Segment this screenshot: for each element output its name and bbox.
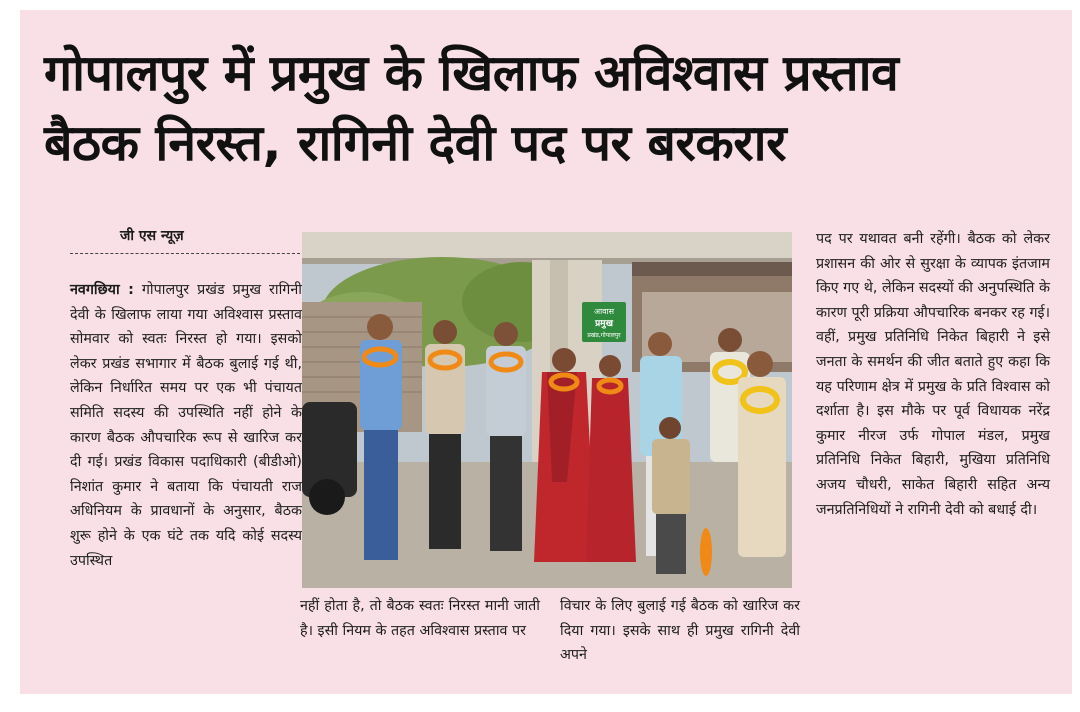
article-column-3: विचार के लिए बुलाई गई बैठक को खारिज कर दिया गया। इसके साथ ही प्रमुख रागिनी देवी अपने [560, 598, 800, 664]
headline-line-1: गोपालपुर में प्रमुख के खिलाफ अविश्वास प्रस्ताव [44, 44, 899, 102]
headline-line-2: बैठक निरस्त, रागिनी देवी पद पर बरकरार [44, 114, 787, 172]
sign-line-1: आवास [593, 307, 615, 316]
byline: जी एस न्यूज़ [120, 228, 184, 244]
article-column-1 [70, 278, 302, 573]
group-photo-illustration [302, 232, 792, 588]
news-photo [302, 232, 792, 588]
article-column-1-text: गोपालपुर प्रखंड प्रमुख रागिनी देवी के खिलाफ लाया गया अविश्वास प्रस्ताव सोमवार को स्वतः निरस्त हो गया। इसको लेकर प्रखंड सभागार में बैठक बुलाई गई थी, लेकिन निर्धारित समय पर एक भी पंचायत समिति सदस्य की उपस्थिति नहीं होने के कारण बैठक औपचारिक रूप से खारिज कर दी गई। प्रखंड विकास पदाधिकारी (बीडीओ) निशांत कुमार ने बताया कि पंचायती राज अधिनियम के प्रावधानों के अनुसार, बैठक शुरू होने के एक घंटे तक यदि कोई सदस्य उपस्थित [70, 282, 302, 569]
byline-divider [70, 253, 300, 254]
article-column-2: नहीं होता है, तो बैठक स्वतः निरस्त मानी जाती है। इसी नियम के तहत अविश्वास प्रस्ताव पर [300, 598, 540, 639]
newspaper-clipping [20, 10, 1072, 694]
sign-line-2: प्रमुख [595, 319, 613, 329]
sign-line-3: प्रखंड,गोपालपुर [587, 332, 621, 339]
article-column-4: पद पर यथावत बनी रहेंगी। बैठक को लेकर प्रशासन की ओर से सुरक्षा के व्यापक इंतजाम किए गए थे, लेकिन सदस्यों की अनुपस्थिति के कारण पूरी प्रक्रिया औपचारिक बनकर रह गई। वहीं, प्रमुख प्रतिनिधि निकेत बिहारी ने इसे जनता के समर्थन की जीत बताते हुए कहा कि यह परिणाम क्षेत्र में प्रमुख के प्रति विश्वास को दर्शाता है। इस मौके पर पूर्व विधायक नरेंद्र कुमार नीरज उर्फ गोपाल मंडल, प्रमुख प्रतिनिधि निकेत बिहारी, मुखिया प्रतिनिधि अजय चौधरी, साकेत बिहारी सहित अन्य जनप्रतिनिधियों ने रागिनी देवी को बधाई दी। [816, 231, 1050, 518]
dateline: नवगछिया : [70, 282, 134, 298]
